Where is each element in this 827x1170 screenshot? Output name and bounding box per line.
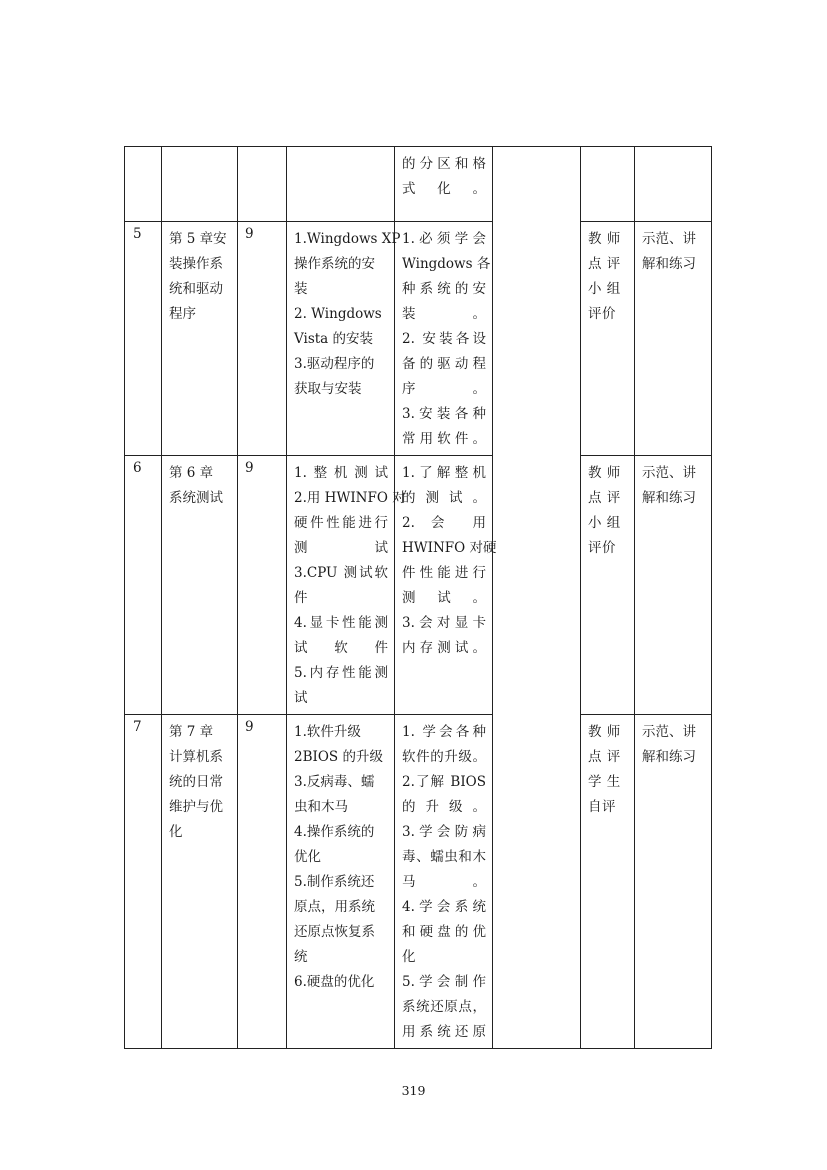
- cell-line: 测试: [294, 540, 388, 556]
- cell-line: 2. Wingdows: [294, 306, 382, 322]
- cell-chapter: [162, 456, 238, 715]
- cell-line: 示范、讲: [642, 231, 696, 247]
- cell-line: 教 师: [588, 465, 621, 481]
- cell-line: 点 评: [588, 749, 621, 765]
- cell-requirements: [395, 456, 497, 715]
- cell-line: 小 组: [588, 281, 621, 297]
- cell-line: 试软件: [294, 640, 388, 656]
- cell-line: 件性能进行: [402, 565, 486, 581]
- cell-line: 装操作系: [169, 256, 223, 272]
- cell-line: 化: [169, 824, 183, 840]
- cell-no: 7: [125, 715, 162, 1049]
- cell-requirements: [395, 715, 493, 1049]
- cell-line: 测试。: [402, 590, 486, 606]
- cell-line: 评价: [588, 306, 616, 322]
- cell-method: [635, 222, 712, 456]
- cell-line: HWINFO 对硬: [402, 540, 497, 556]
- cell-line: 虫和木马: [294, 799, 348, 815]
- cell-line: 2. 会 用: [402, 515, 486, 531]
- cell-line: 3.驱动程序的: [294, 356, 375, 372]
- syllabus-table: [124, 146, 712, 1049]
- cell-method: [635, 715, 712, 1049]
- cell-line: 4.学会系统: [402, 899, 486, 915]
- table-row: [125, 715, 712, 1049]
- cell-line: 马。: [402, 874, 486, 890]
- cell-line: 统和驱动: [169, 281, 223, 297]
- cell-merged-blank: [493, 147, 581, 1049]
- cell-hours: 9: [238, 222, 287, 456]
- cell-line: 解和练习: [642, 749, 696, 765]
- cell-line: 点 评: [588, 490, 621, 506]
- cell-hours: 9: [238, 456, 287, 715]
- cell-line: 5.学会制作: [402, 974, 486, 990]
- cell-line: 内存测试。: [402, 640, 486, 656]
- cell-line: 第 6 章: [169, 465, 214, 481]
- cell-line: 系统测试: [169, 490, 223, 506]
- cell-line: 装。: [402, 306, 486, 322]
- cell-line: 装: [294, 281, 308, 297]
- cell-line: 2.了解 BIOS: [402, 774, 486, 790]
- cell-line: 化: [402, 949, 416, 965]
- cell-line: 获取与安装: [294, 381, 362, 397]
- cell-line: 4.显卡性能测: [294, 615, 388, 631]
- cell-line: 3.安装各种: [402, 406, 486, 422]
- cell-line: 示范、讲: [642, 724, 696, 740]
- table-body: [125, 147, 712, 1049]
- cell-method: [635, 456, 712, 715]
- cell-no: 6: [125, 456, 162, 715]
- cell-line: 3.CPU 测试软: [294, 565, 388, 581]
- cell-hours: 9: [238, 715, 287, 1049]
- cell-chapter: [162, 222, 238, 456]
- cell-line: 点 评: [588, 256, 621, 272]
- cell-line: Vista 的安装: [294, 331, 374, 347]
- cell-line: 的升级。: [402, 799, 486, 815]
- cell-content: [287, 715, 395, 1049]
- cell-line: 统的日常: [169, 774, 223, 790]
- cell-line: 操作系统的安: [294, 256, 375, 272]
- cell-chapter: [162, 715, 238, 1049]
- cell-line: 式化。: [402, 181, 486, 197]
- cell-line: 示范、讲: [642, 465, 696, 481]
- cell-line: 3.会对显卡: [402, 615, 486, 631]
- cell-line: 自评: [588, 799, 616, 815]
- table-row: [125, 456, 712, 715]
- page-number: 319: [401, 1083, 426, 1098]
- cell-no: 5: [125, 222, 162, 456]
- cell-line: 程序: [169, 306, 196, 322]
- cell-line: 还原点恢复系: [294, 924, 375, 940]
- cell-content: [287, 147, 395, 222]
- cell-line: Wingdows 各: [402, 256, 491, 272]
- cell-line: 和硬盘的优: [402, 924, 486, 940]
- cell-line: 4.操作系统的: [294, 824, 375, 840]
- cell-line: 的分区和格: [402, 156, 486, 172]
- cell-line: 计算机系: [169, 749, 223, 765]
- cell-line: 备的驱动程: [402, 356, 486, 372]
- cell-line: 第 7 章: [169, 724, 214, 740]
- cell-line: 常用软件。: [402, 431, 486, 447]
- cell-line: 件: [294, 590, 308, 606]
- cell-line: 序。: [402, 381, 486, 397]
- cell-line: 统: [294, 949, 308, 965]
- cell-line: 2. 安装各设: [402, 331, 486, 347]
- cell-no: [125, 147, 162, 222]
- cell-line: 种系统的安: [402, 281, 486, 297]
- cell-evaluation: [581, 715, 635, 1049]
- cell-content: [287, 222, 401, 456]
- cell-requirements: [395, 147, 493, 222]
- cell-content: [287, 456, 406, 715]
- cell-line: 第 5 章安: [169, 231, 227, 247]
- cell-line: 3.学会防病: [402, 824, 486, 840]
- cell-line: 的测试。: [402, 490, 486, 506]
- cell-line: 解和练习: [642, 256, 696, 272]
- cell-line: 2BIOS 的升级: [294, 749, 383, 765]
- cell-line: 1.必须学会: [402, 231, 486, 247]
- cell-line: 1.软件升级: [294, 724, 361, 740]
- cell-line: 6.硬盘的优化: [294, 974, 375, 990]
- cell-line: 原点，用系统: [294, 899, 375, 915]
- cell-line: 维护与优: [169, 799, 223, 815]
- cell-line: 学 生: [588, 774, 621, 790]
- table-row: [125, 147, 712, 222]
- cell-line: 1.整机测试: [294, 465, 388, 481]
- cell-line: 毒、蠕虫和木: [402, 849, 486, 865]
- cell-method: [635, 147, 712, 222]
- cell-chapter: [162, 147, 238, 222]
- cell-line: 评价: [588, 540, 616, 556]
- cell-line: 1. 学会各种: [402, 724, 486, 740]
- cell-line: 5.内存性能测: [294, 665, 388, 681]
- cell-line: 优化: [294, 849, 321, 865]
- cell-line: 用系统还原: [402, 1024, 486, 1040]
- cell-line: 硬件性能进行: [294, 515, 388, 531]
- cell-evaluation: [581, 456, 635, 715]
- cell-line: 系统还原点，: [402, 999, 486, 1015]
- cell-evaluation: [581, 222, 635, 456]
- table-row: [125, 222, 712, 456]
- cell-line: 解和练习: [642, 490, 696, 506]
- cell-evaluation: [581, 147, 635, 222]
- cell-line: 5.制作系统还: [294, 874, 375, 890]
- cell-line: 软件的升级。: [402, 749, 486, 765]
- cell-line: 试: [294, 690, 308, 706]
- cell-line: 3.反病毒、蠕: [294, 774, 375, 790]
- cell-line: 1.了解整机: [402, 465, 486, 481]
- cell-line: 小 组: [588, 515, 621, 531]
- cell-line: 1.Wingdows XP: [294, 231, 401, 247]
- cell-line: 教 师: [588, 724, 621, 740]
- cell-line: 教 师: [588, 231, 621, 247]
- cell-hours: [238, 147, 287, 222]
- cell-line: 2.用 HWINFO 对: [294, 490, 406, 506]
- cell-requirements: [395, 222, 493, 456]
